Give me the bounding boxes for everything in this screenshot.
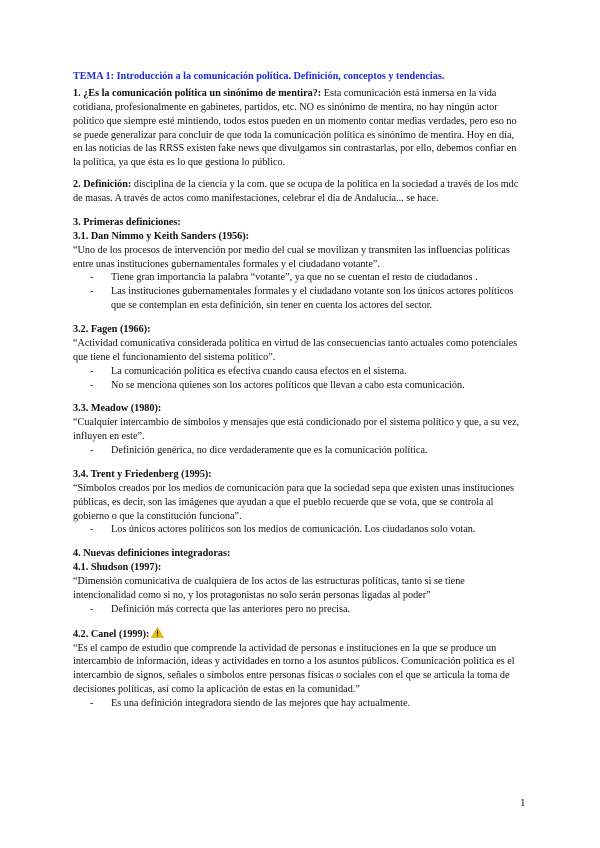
list-item: - Es una definición integradora siendo de las mejores que hay actualmente. [73,697,525,711]
def-4-1-heading: 4.1. Shudson (1997): [73,562,162,574]
list-item: - No se menciona quienes son los actores políticos que llevan a cabo esta comunicación. [73,379,525,393]
list-item: - La comunicación política es efectiva cuando causa efectos en el sistema. [73,365,525,379]
def-3-1-heading: 3.1. Dan Nimmo y Keith Sanders (1956): [73,230,250,242]
section-1-paragraph [73,87,525,170]
list-item: - Las instituciones gubernamentales formales y el ciudadano votante son los únicos actores políticos que se contemplan en esta definición, sin tener en cuenta los actores del sector. [73,285,525,313]
warning-icon [151,627,164,638]
list-item: - Los únicos actores políticos son los medios de comunicación. Los ciudadanos solo votan. [73,523,525,537]
def-4-2-quote: “Es el campo de estudio que comprende la actividad de personas e instituciones en la que se produce un intercambio de información, ideas y actividades en torno a los asuntos públicos. Comunicación política es el intercambio de signos, señales o símbolos entre personas físicas o sociales con el que se articula la toma de decisiones políticas, así como la aplicación de estas en la comunidad.” [73,642,515,696]
section-1-text: Esta comunicación está inmersa en la vida cotidiana, profesionalmente en gabinetes, partidos, etc. NO es sinónimo de mentira, no hay ningún actor político que siempre esté mintiendo, todos estos pueden en un momento contar medias verdades, pero eso no se puede generalizar para concluir de que toda la comunicación política es sinónimo de mentira. Hoy en día, en las noticias de las RRSS existen fake news que divulgamos sin contrastarlas, por ello, debemos confiar en la política, ya que ésta es lo que gestiona lo público. [73,87,517,169]
def-4-2-heading: 4.2. Canel (1999): [73,628,150,640]
def-3-2-heading: 3.2. Fagen (1966): [73,324,151,335]
def-4-1-bullets [73,603,525,617]
def-3-3-heading: 3.3. Meadow (1980): [73,403,162,415]
def-3-2-quote: “Actividad comunicativa considerada política en virtud de las consecuencias tanto actuales como potenciales que tiene el funcionamiento del sistema político”. [73,337,518,363]
def-4-1-quote: “Dimensión comunicativa de cualquiera de los actos de las estructuras políticas, tanto si se tiene intencionalidad como si no, y los protagonistas no solo serán personas ligadas al poder” [73,576,465,601]
def-4-2-heading-line [73,627,525,642]
def-3-3-quote: “Cualquier intercambio de símbolos y mensajes que está condicionado por el sistema político y que, a su vez, influyen en este”. [73,417,520,443]
def-3-2-bullets [73,365,525,393]
def-3-1-quote: “Uno de los procesos de intervención por medio del cual se movilizan y transmiten las influencias políticas entre unas instituciones gubernamentales formales y el ciudadano votante”. [73,244,510,270]
def-3-1-bullets [73,271,525,313]
section-2-heading: 2. Definición: [73,179,132,191]
document-page [73,70,525,711]
section-2-paragraph [73,178,525,206]
list-item: - Tiene gran importancia la palabra “votante”, ya que no se cuentan el resto de ciudadanos . [73,271,525,285]
section-3-heading: 3. Primeras definiciones: [73,216,181,228]
def-3-3-bullets [73,444,525,458]
def-3-4-quote: “Símbolos creados por los medios de comunicación para que la sociedad sepa que existen unas instituciones públicas, es decir, son las imágenes que ayudan a que el pueblo recuerde que se vota, que se controla al gobierno o que la constitución funciona”. [73,482,515,522]
page-title: TEMA 1: Introducción a la comunicación política. Definición, conceptos y tendencias. [73,71,445,82]
section-2-text: disciplina de la ciencia y la com. que se ocupa de la política en la sociedad a través de los mdc de masas. A través de actos como manifestaciones, celebrar el día de Andalucía... se hace. [73,179,519,204]
def-3-4-bullets [73,523,525,537]
list-item: - Definición más correcta que las anteriores pero no precisa. [73,603,525,617]
def-3-4-heading: 3.4. Trent y Friedenberg (1995): [73,468,212,480]
page-number: 1 [520,797,526,809]
def-4-2-bullets [73,697,525,711]
list-item: - Definición genérica, no dice verdaderamente que es la comunicación política. [73,444,525,458]
section-1-heading: 1. ¿Es la comunicación política un sinónimo de mentira?: [73,87,322,99]
section-4-heading: 4. Nuevas definiciones integradoras: [73,548,231,560]
